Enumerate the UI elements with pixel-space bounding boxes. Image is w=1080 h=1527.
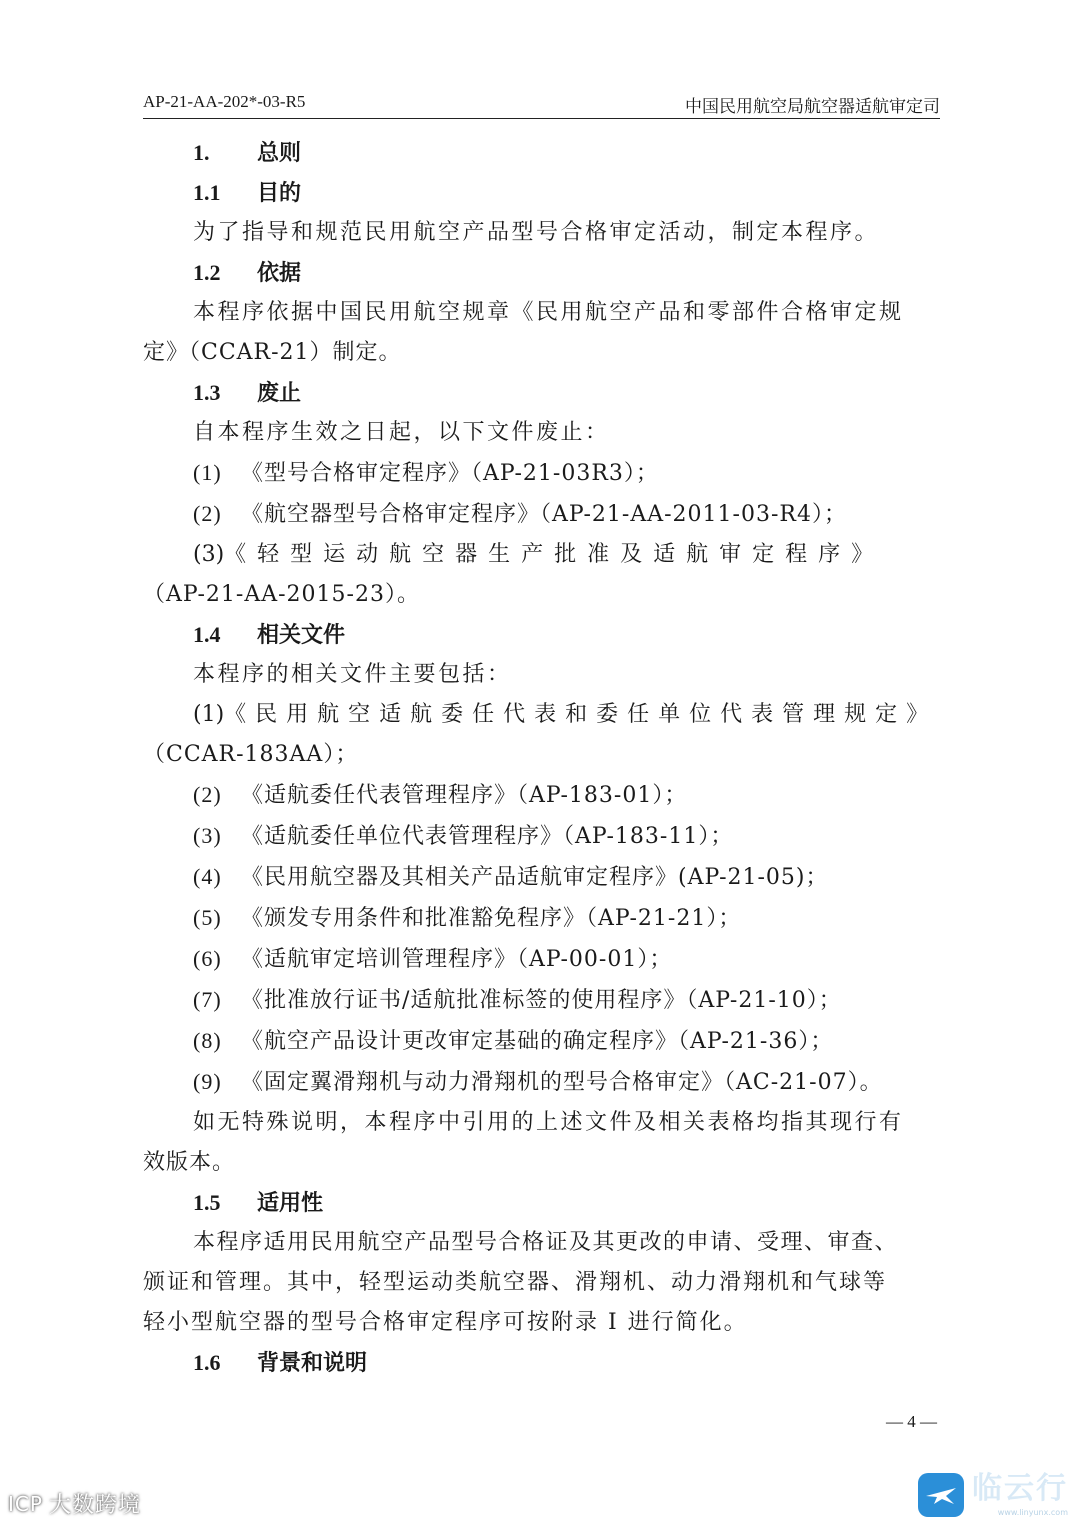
watermark-left bbox=[8, 1488, 141, 1519]
paragraph-line: 本程序适用民用航空产品型号合格证及其更改的申请、受理、审查、 bbox=[193, 1230, 899, 1255]
page-number: — 4 — bbox=[886, 1412, 937, 1431]
section-title: 目的 bbox=[257, 180, 302, 206]
list-item bbox=[143, 939, 940, 980]
issuing-organization: 中国民用航空局航空器适航审定司 bbox=[685, 97, 940, 116]
section-number: 1.4 bbox=[193, 622, 221, 647]
section-1-5-heading bbox=[143, 1183, 940, 1223]
section-1-3-heading bbox=[143, 373, 940, 413]
list-item bbox=[143, 1062, 940, 1103]
section-title: 相关文件 bbox=[257, 622, 346, 648]
paragraph-line: 轻小型航空器的型号合格审定程序可按附录 I 进行简化。 bbox=[143, 1310, 748, 1335]
item-text: 《颁发专用条件和批准豁免程序》（AP-21-21）； bbox=[241, 906, 742, 931]
item-text: 《适航审定培训管理程序》（AP-00-01）； bbox=[241, 947, 673, 972]
list-item bbox=[143, 980, 940, 1021]
section-number: 1.5 bbox=[193, 1190, 221, 1215]
page-header bbox=[143, 90, 940, 119]
item-number: (8) bbox=[193, 1028, 222, 1053]
section-number: 1.6 bbox=[193, 1350, 221, 1375]
section-1-2-heading bbox=[143, 253, 940, 293]
airplane-logo-icon bbox=[918, 1473, 964, 1517]
item-text: 《批准放行证书/适航批准标签的使用程序》（AP-21-10）； bbox=[241, 988, 842, 1013]
watermark-right bbox=[918, 1472, 1068, 1517]
list-item-continuation: （CCAR-183AA）； bbox=[143, 742, 359, 767]
item-number: (4) bbox=[193, 864, 222, 889]
list-item-continuation: （AP-21-AA-2015-23）。 bbox=[143, 582, 420, 607]
item-number: (2) bbox=[193, 501, 222, 526]
item-number: (7) bbox=[193, 987, 222, 1012]
section-1-heading bbox=[143, 133, 940, 173]
paragraph-line: 颁证和管理。其中，轻型运动类航空器、滑翔机、动力滑翔机和气球等 bbox=[143, 1270, 888, 1295]
section-title: 废止 bbox=[257, 380, 302, 406]
item-text: 《民用航空适航委任代表和委任单位代表管理规定》 bbox=[224, 702, 938, 727]
list-item bbox=[143, 898, 940, 939]
section-title: 依据 bbox=[257, 260, 302, 286]
list-item bbox=[143, 1021, 940, 1062]
item-text: 《航空器型号合格审定程序》（AP-21-AA-2011-03-R4）； bbox=[241, 502, 847, 527]
list-item bbox=[143, 816, 940, 857]
section-number: 1.3 bbox=[193, 380, 221, 405]
section-1-1-heading bbox=[143, 173, 940, 213]
item-number: (6) bbox=[193, 946, 222, 971]
item-number: (1) bbox=[193, 702, 225, 727]
item-number: (3) bbox=[193, 823, 222, 848]
item-number: (5) bbox=[193, 905, 222, 930]
list-item bbox=[143, 494, 940, 535]
item-number: (9) bbox=[193, 1069, 222, 1094]
item-text: 《民用航空器及其相关产品适航审定程序》(AP-21-05)； bbox=[241, 865, 829, 890]
paragraph-line: 本程序依据中国民用航空规章《民用航空产品和零部件合格审定规 bbox=[193, 300, 904, 325]
watermark-url: www.linyunx.com bbox=[997, 1508, 1068, 1517]
item-text: 《型号合格审定程序》（AP-21-03R3）； bbox=[241, 461, 659, 486]
document-body bbox=[143, 133, 940, 1383]
section-title: 背景和说明 bbox=[257, 1350, 368, 1376]
item-number: (2) bbox=[193, 782, 222, 807]
watermark-text: 大数跨境 bbox=[48, 1493, 141, 1518]
doc-code: AP-21-AA-202*-03-R5 bbox=[143, 92, 306, 111]
section-number: 1. bbox=[193, 140, 210, 165]
section-number: 1.2 bbox=[193, 260, 221, 285]
icp-logo: ICP bbox=[8, 1491, 43, 1516]
paragraph-line: 效版本。 bbox=[143, 1150, 236, 1175]
item-number: (3) bbox=[193, 542, 225, 567]
section-1-4-heading bbox=[143, 615, 940, 655]
item-text: 《航空产品设计更改审定基础的确定程序》（AP-21-36）； bbox=[241, 1029, 834, 1054]
paragraph: 本程序的相关文件主要包括： bbox=[193, 662, 512, 687]
list-item bbox=[143, 695, 940, 735]
item-number: (1) bbox=[193, 460, 222, 485]
list-item bbox=[143, 857, 940, 898]
watermark-brand: 临云行 bbox=[972, 1471, 1068, 1506]
section-title: 适用性 bbox=[257, 1190, 324, 1216]
section-title: 总则 bbox=[257, 140, 302, 166]
paragraph-line: 定》（CCAR-21）制定。 bbox=[143, 340, 402, 365]
item-text: 《适航委任代表管理程序》（AP-183-01）； bbox=[241, 783, 688, 808]
list-item bbox=[143, 453, 940, 494]
paragraph-line: 如无特殊说明，本程序中引用的上述文件及相关表格均指其现行有 bbox=[193, 1110, 904, 1135]
list-item bbox=[143, 775, 940, 816]
section-number: 1.1 bbox=[193, 180, 221, 205]
item-text: 《适航委任单位代表管理程序》（AP-183-11）； bbox=[241, 824, 734, 849]
paragraph: 自本程序生效之日起，以下文件废止： bbox=[193, 420, 610, 445]
list-item bbox=[143, 535, 940, 575]
item-text: 《轻型运动航空器生产批准及适航审定程序》 bbox=[224, 542, 885, 567]
paragraph: 为了指导和规范民用航空产品型号合格审定活动，制定本程序。 bbox=[193, 220, 880, 245]
section-1-6-heading bbox=[143, 1343, 940, 1383]
item-text: 《固定翼滑翔机与动力滑翔机的型号合格审定》（AC-21-07）。 bbox=[241, 1070, 883, 1095]
